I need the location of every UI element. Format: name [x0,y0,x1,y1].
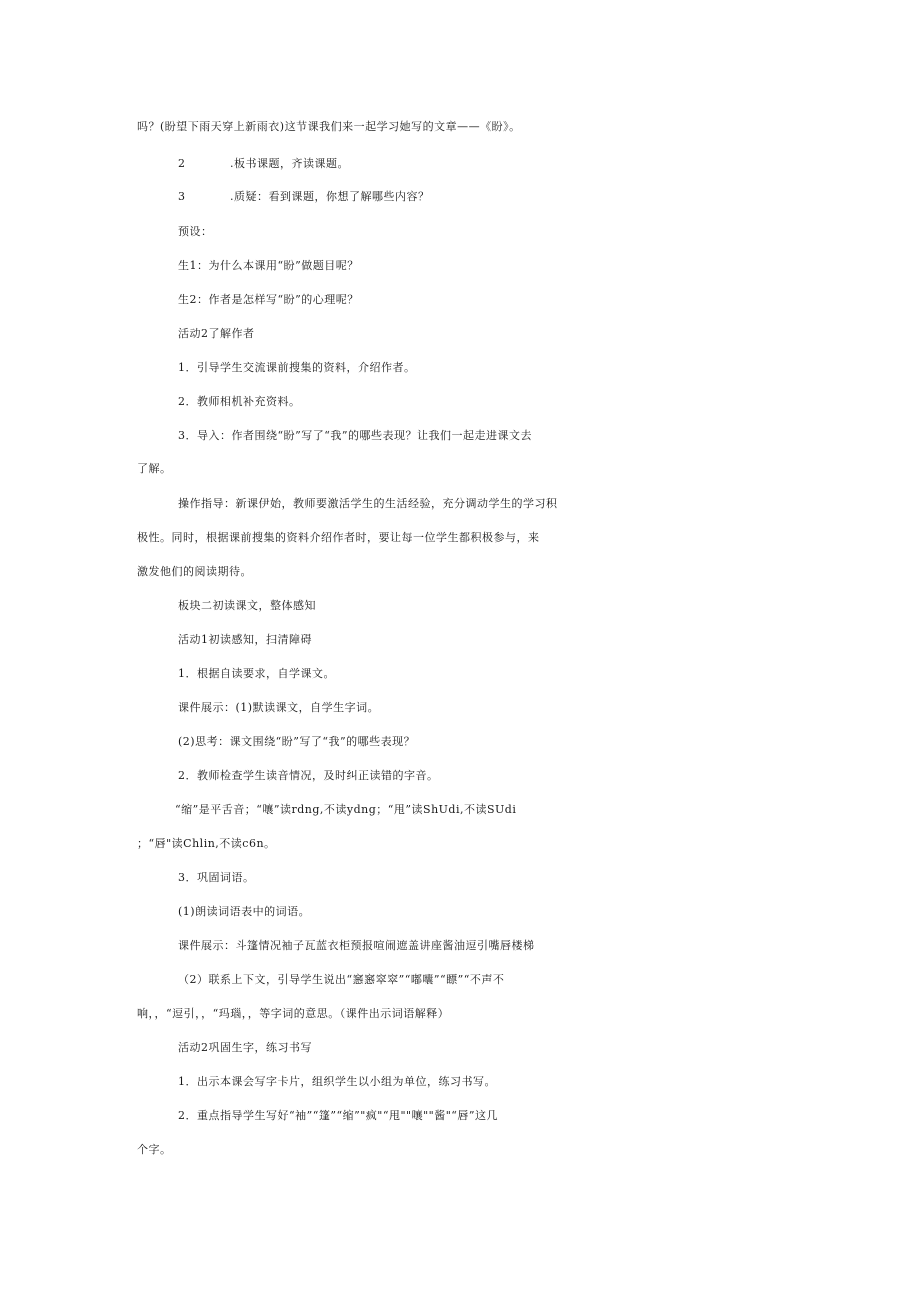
text-line: (2)思考：课文围绕“盼”写了“我”的哪些表现？ [178,735,416,748]
text-line: 课件展示：(1)默读课文，自学生字词。 [178,701,380,714]
text-line: 个字。 [137,1143,172,1156]
section-heading: 活动1初读感知，扫清障碍 [178,633,312,646]
text-line: 2．教师检查学生读音情况，及时纠正读错的字音。 [178,769,439,782]
item-text: .板书课题，齐读课题。 [230,157,349,170]
section-heading: 活动2巩固生字，练习书写 [178,1041,312,1054]
text-line: 2．重点指导学生写好“袖”“篷”“缩”"疯"“甩""嚷""酱"“唇”这几 [178,1109,499,1122]
text-line: 3．导入：作者围绕“盼”写了“我”的哪些表现？让我们一起走进课文去 [178,429,532,442]
text-line: 生1：为什么本课用“盼”做题目呢？ [178,259,359,272]
text-line: （2）联系上下文，引导学生说出“窸窸窣窣”“嘟囔”“瞟”“不声不 [178,973,505,986]
text-line: ；“唇"读Chlin,不读c6n。 [137,837,276,850]
item-text: .质疑：看到课题，你想了解哪些内容？ [230,190,430,203]
text-line: 极性。同时，根据课前搜集的资料介绍作者时，要让每一位学生都积极参与，来 [137,531,540,544]
text-line: 吗？(盼望下雨天穿上新雨衣)这节课我们来一起学习她写的文章——《盼》。 [137,120,521,133]
text-line: (1)朗读词语表中的词语。 [178,905,311,918]
text-line: 3．巩固词语。 [178,871,255,884]
item-number: 2 [178,157,186,170]
text-line: 响，，“逗引，，“玛瑙，，等字词的意思。（课件出示词语解释） [137,1007,450,1020]
list-item [178,186,920,208]
section-heading: 活动2了解作者 [178,327,255,340]
text-line: “缩”是平舌音；“嚷”读rdng,不读ydng；“甩”读ShUdi,不读SUdi [175,803,517,816]
text-line: 预设： [178,225,213,238]
text-line: 1．根据自读要求，自学课文。 [178,667,335,680]
text-line: 1．引导学生交流课前搜集的资料，介绍作者。 [178,361,416,374]
text-line: 激发他们的阅读期待。 [137,565,252,578]
text-line: 生2：作者是怎样写“盼”的心理呢？ [178,293,359,306]
text-line: 了解。 [137,462,172,475]
item-number: 3 [178,190,186,203]
text-line: 2．教师相机补充资料。 [178,395,301,408]
section-heading: 板块二初读课文，整体感知 [178,599,316,612]
text-line: 课件展示：斗篷情况袖子瓦蓝衣柜预报喧闹遮盖讲座酱油逗引嘴唇楼梯 [178,939,535,952]
list-item [178,153,920,175]
text-line: 1．出示本课会写字卡片，组织学生以小组为单位，练习书写。 [178,1075,496,1088]
text-line: 操作指导：新课伊始，教师要激活学生的生活经验，充分调动学生的学习积 [178,497,558,510]
